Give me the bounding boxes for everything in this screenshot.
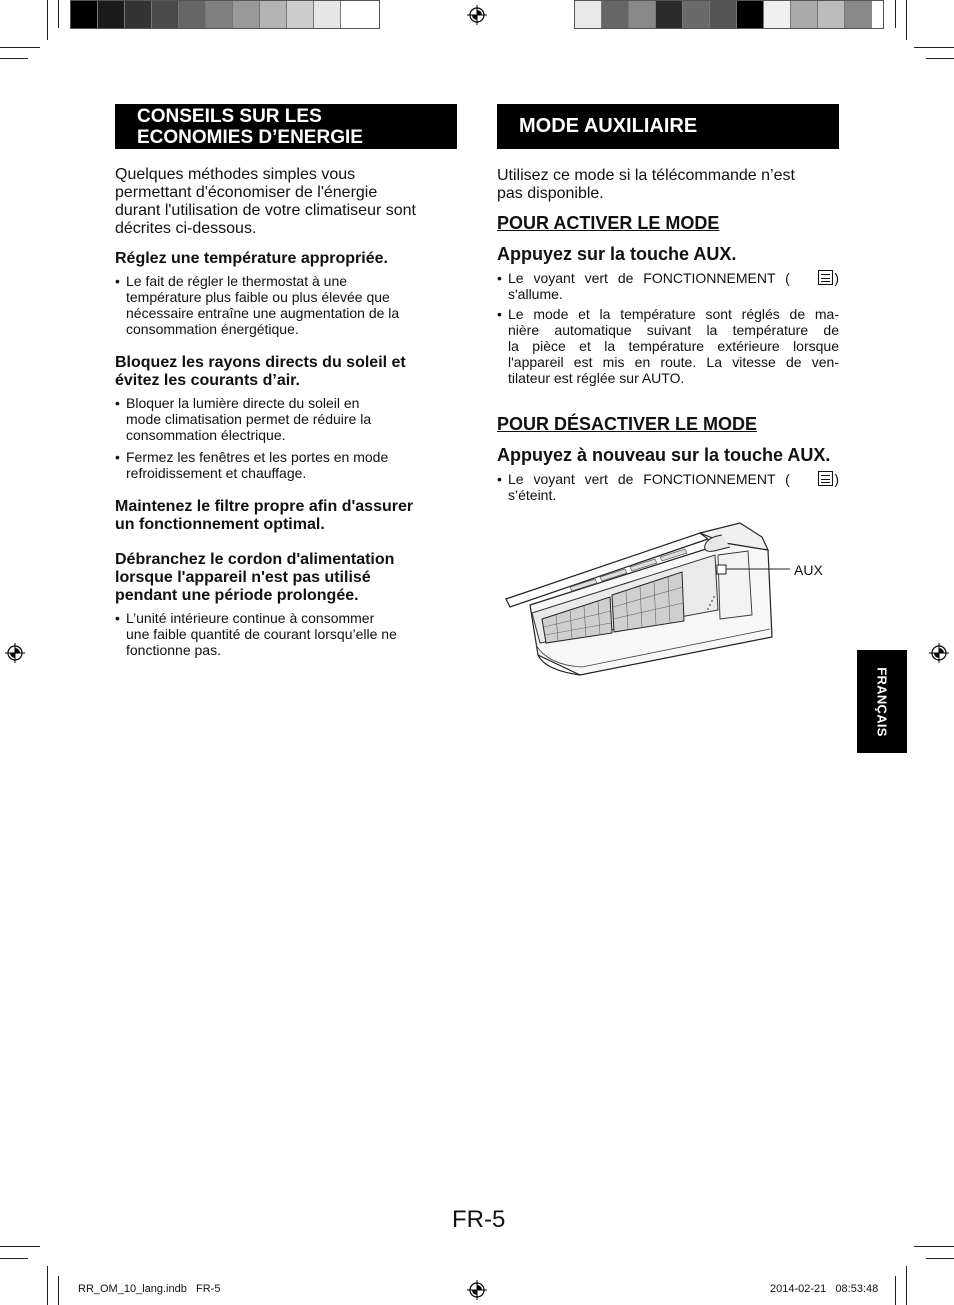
text-line: l'appareil est mis en route. La vitesse de ven- [508, 354, 839, 370]
text-line: s'allume. [508, 286, 563, 302]
bullet-item [115, 610, 466, 658]
crop-mark [0, 1246, 40, 1247]
heading-line: CONSEILS SUR LES [137, 106, 322, 127]
tip-title [115, 498, 413, 534]
registration-mark-icon [929, 643, 949, 663]
activate-heading: POUR ACTIVER LE MODE [497, 213, 720, 233]
text-line: refroidissement et chauffage. [126, 465, 307, 481]
bullet-dot: • [497, 471, 502, 487]
crop-mark [47, 0, 48, 40]
language-tab-label: FRANÇAIS [874, 666, 890, 737]
text-line: consommation électrique. [126, 427, 286, 443]
color-bar-right [574, 0, 884, 29]
crop-mark [58, 1276, 59, 1305]
crop-mark [895, 1276, 896, 1305]
crop-mark [58, 0, 59, 28]
section-heading-aux-mode [497, 104, 839, 149]
bullet-dot: • [115, 610, 120, 626]
bullet-dot: • [497, 306, 502, 322]
crop-mark [926, 1258, 954, 1259]
page-number: FR-5 [452, 1206, 506, 1233]
footer-timestamp: 2014-02-21 08:53:48 [770, 1283, 879, 1295]
text-line: évitez les courants d’air. [115, 372, 300, 389]
crop-mark [926, 58, 954, 59]
text-line: lorsque l'appareil n'est pas utilisé [115, 569, 371, 586]
bullet-item [115, 395, 466, 443]
registration-mark-icon [5, 643, 25, 663]
text-line: nière automatique suivant la température de [508, 322, 839, 338]
text-line: durant l'utilisation de votre climatiseur sont [115, 202, 416, 219]
text-line: pendant une période prolongée. [115, 587, 359, 604]
text-line [508, 270, 839, 286]
footer-file-info: RR_OM_10_lang.indb FR-5 [78, 1283, 221, 1295]
text-line [508, 471, 839, 487]
air-conditioner-illustration [500, 515, 830, 685]
heading-line: MODE AUXILIAIRE [519, 115, 698, 137]
bullet-dot: • [115, 395, 120, 411]
text-fragment: Le voyant vert de FONCTIONNEMENT ( [508, 270, 790, 286]
section-heading-energy-tips [115, 104, 457, 149]
crop-mark [47, 1266, 48, 1305]
crop-mark [914, 47, 954, 48]
text-line: décrites ci-dessous. [115, 220, 257, 237]
registration-mark-icon [467, 5, 487, 25]
heading-line: ECONOMIES D’ENERGIE [137, 127, 363, 148]
text-line: Le mode et la température sont réglés de ma- [508, 306, 839, 322]
language-tab [857, 650, 907, 753]
text-fragment: ) [834, 270, 839, 286]
tip-title [115, 551, 394, 605]
text-line: fonctionne pas. [126, 642, 221, 658]
text-line: L’unité intérieure continue à consommer [126, 610, 375, 626]
crop-mark [0, 1258, 28, 1259]
aux-intro [497, 167, 842, 203]
text-fragment: ) [834, 471, 839, 487]
bullet-item [497, 471, 839, 503]
registration-mark-icon [467, 1280, 487, 1300]
crop-mark [906, 0, 907, 40]
crop-mark [914, 1246, 954, 1247]
bullet-item [497, 306, 839, 386]
text-line: mode climatisation permet de réduire la [126, 411, 372, 427]
text-line: s’éteint. [508, 487, 557, 503]
text-line: température plus faible ou plus élevée que [126, 289, 390, 305]
operation-lamp-icon [818, 270, 833, 285]
energy-intro [115, 166, 460, 238]
bullet-item [115, 273, 466, 337]
bullet-item [497, 270, 839, 302]
aux-button-label: AUX [794, 562, 823, 578]
color-bar-left [70, 0, 380, 29]
text-line: Débranchez le cordon d'alimentation [115, 551, 395, 568]
bullet-dot: • [115, 273, 120, 289]
deactivate-heading: POUR DÉSACTIVER LE MODE [497, 414, 758, 434]
text-line: permettant d'économiser de l'énergie [115, 184, 378, 201]
activate-instruction: Appuyez sur la touche AUX. [497, 244, 737, 264]
text-line: Quelques méthodes simples vous [115, 166, 356, 183]
text-line: Bloquez les rayons directs du soleil et [115, 354, 406, 371]
text-fragment: Le voyant vert de FONCTIONNEMENT ( [508, 471, 790, 487]
bullet-dot: • [115, 449, 120, 465]
crop-mark [0, 58, 28, 59]
text-line: Le fait de régler le thermostat à une [126, 273, 348, 289]
text-line: pas disponible. [497, 185, 604, 202]
text-line: Fermez les fenêtres et les portes en mode [126, 449, 389, 465]
text-line: Maintenez le filtre propre afin d'assurer [115, 498, 414, 515]
text-line: tilateur est réglée sur AUTO. [508, 370, 685, 386]
bullet-item [115, 449, 466, 481]
text-line: la pièce et la température extérieure lorsque [508, 338, 839, 354]
operation-lamp-icon [818, 471, 833, 486]
text-line: un fonctionnement optimal. [115, 516, 325, 533]
tip-title: Réglez une température appropriée. [115, 250, 388, 267]
bullet-dot: • [497, 270, 502, 286]
text-line: Bloquer la lumière directe du soleil en [126, 395, 360, 411]
deactivate-instruction: Appuyez à nouveau sur la touche AUX. [497, 445, 831, 465]
crop-mark [0, 47, 40, 48]
text-line: nécessaire entraîne une augmentation de la [126, 305, 400, 321]
crop-mark [906, 1266, 907, 1305]
text-line: consommation énergétique. [126, 321, 299, 337]
crop-mark [895, 0, 896, 28]
text-line: Utilisez ce mode si la télécommande n’est [497, 167, 795, 184]
text-line: une faible quantité de courant lorsqu’elle ne [126, 626, 397, 642]
tip-title [115, 354, 406, 390]
